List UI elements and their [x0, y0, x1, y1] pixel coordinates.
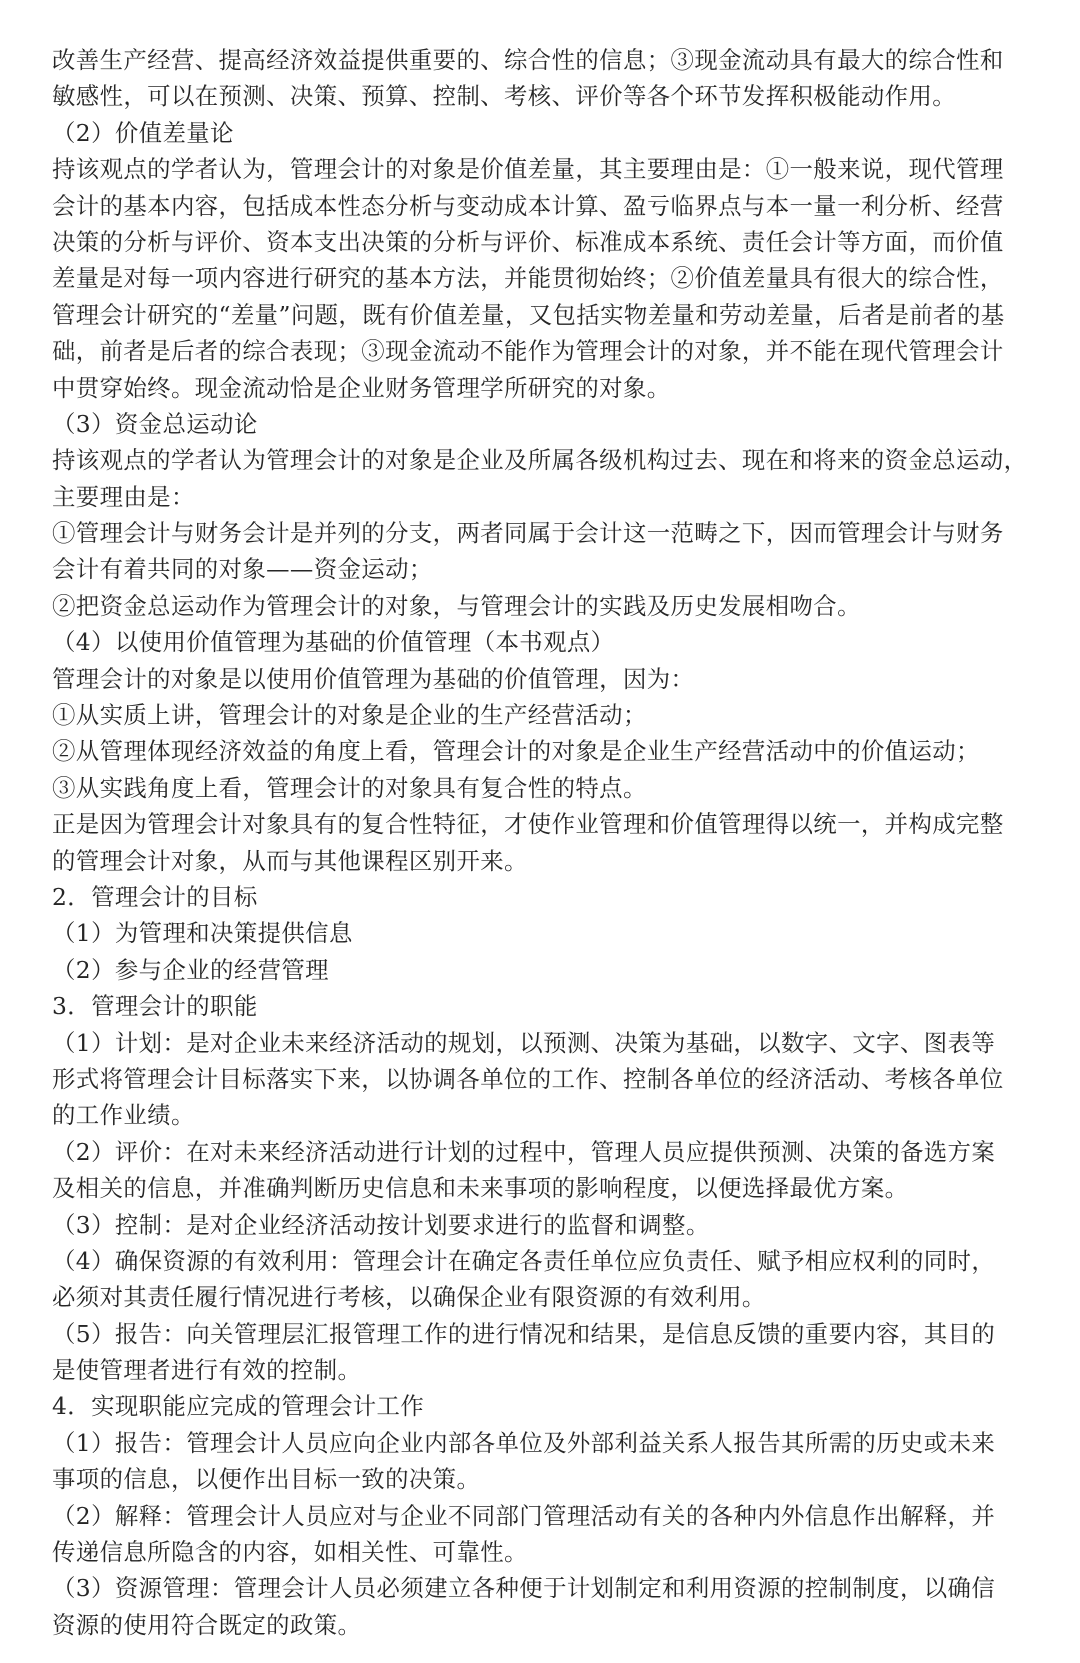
text-line: 础，前者是后者的综合表现；③现金流动不能作为管理会计的对象，并不能在现代管理会计: [52, 337, 1004, 366]
list-item: （2）评价：在对未来经济活动进行计划的过程中，管理人员应提供预测、决策的备选方案: [52, 1137, 996, 1166]
section-heading: （3）资金总运动论: [52, 409, 258, 438]
text-line: 是使管理者进行有效的控制。: [52, 1356, 362, 1385]
text-line: 正是因为管理会计对象具有的复合性特征，才使作业管理和价值管理得以统一，并构成完整: [52, 810, 1004, 839]
text-body: [52, 42, 1028, 1643]
text-line: 改善生产经营、提高经济效益提供重要的、综合性的信息；③现金流动具有最大的综合性和: [52, 46, 1004, 74]
section-heading: 4．实现职能应完成的管理会计工作: [52, 1392, 425, 1421]
text-line: ①从实质上讲，管理会计的对象是企业的生产经营活动；: [52, 701, 647, 730]
text-line: 形式将管理会计目标落实下来，以协调各单位的工作、控制各单位的经济活动、考核各单位: [52, 1064, 1004, 1093]
text-line: 资源的使用符合既定的政策。: [52, 1610, 362, 1639]
section-heading: 2．管理会计的目标: [52, 882, 258, 911]
text-line: 管理会计的对象是以使用价值管理为基础的价值管理，因为：: [52, 664, 695, 693]
section-heading: 3．管理会计的职能: [52, 992, 258, 1021]
text-line: 会计的基本内容，包括成本性态分析与变动成本计算、盈亏临界点与本一量一利分析、经营: [52, 191, 1004, 220]
text-line: ③从实践角度上看，管理会计的对象具有复合性的特点。: [52, 773, 647, 802]
list-item: （3）资源管理：管理会计人员必须建立各种便于计划制定和利用资源的控制制度，以确信: [52, 1574, 996, 1603]
text-line: 管理会计研究的“差量”问题，既有价值差量，又包括实物差量和劳动差量，后者是前者的基: [52, 300, 1005, 329]
list-item: （1）计划：是对企业未来经济活动的规划，以预测、决策为基础，以数字、文字、图表等: [52, 1028, 996, 1057]
text-line: 的工作业绩。: [52, 1101, 195, 1130]
section-heading: （4）以使用价值管理为基础的价值管理（本书观点）: [52, 628, 615, 657]
section-heading: （2）价值差量论: [52, 118, 234, 147]
list-item: （1）报告：管理会计人员应向企业内部各单位及外部利益关系人报告其所需的历史或未来: [52, 1428, 996, 1457]
text-line: 会计有着共同的对象——资金运动；: [52, 555, 433, 584]
list-item: （1）为管理和决策提供信息: [52, 919, 353, 948]
text-line: 决策的分析与评价、资本支出决策的分析与评价、标准成本系统、责任会计等方面，而价值: [52, 227, 1004, 256]
list-item: （4）确保资源的有效利用：管理会计在确定各责任单位应负责任、赋予相应权利的同时，: [52, 1246, 996, 1275]
text-line: ②把资金总运动作为管理会计的对象，与管理会计的实践及历史发展相吻合。: [52, 591, 861, 620]
text-line: 敏感性，可以在预测、决策、预算、控制、考核、评价等各个环节发挥积极能动作用。: [52, 82, 957, 111]
list-item: （2）参与企业的经营管理: [52, 955, 329, 984]
text-line: ①管理会计与财务会计是并列的分支，两者同属于会计这一范畴之下，因而管理会计与财务: [52, 519, 1004, 548]
text-line: 中贯穿始终。现金流动恰是企业财务管理学所研究的对象。: [52, 373, 671, 402]
text-line: 持该观点的学者认为管理会计的对象是企业及所属各级机构过去、现在和将来的资金总运动，: [52, 446, 1028, 475]
text-line: 的管理会计对象，从而与其他课程区别开来。: [52, 846, 528, 875]
text-line: 事项的信息，以便作出目标一致的决策。: [52, 1465, 481, 1494]
text-line: 及相关的信息，并准确判断历史信息和未来事项的影响程度，以便选择最优方案。: [52, 1174, 909, 1203]
list-item: （2）解释：管理会计人员应对与企业不同部门管理活动有关的各种内外信息作出解释，并: [52, 1501, 996, 1530]
text-line: ②从管理体现经济效益的角度上看，管理会计的对象是企业生产经营活动中的价值运动；: [52, 737, 980, 766]
text-line: 传递信息所隐含的内容，如相关性、可靠性。: [52, 1538, 528, 1567]
text-line: 必须对其责任履行情况进行考核，以确保企业有限资源的有效利用。: [52, 1283, 766, 1312]
text-line: 主要理由是：: [52, 482, 195, 511]
list-item: （5）报告：向关管理层汇报管理工作的进行情况和结果，是信息反馈的重要内容，其目的: [52, 1319, 996, 1348]
text-line: 差量是对每一项内容进行研究的基本方法，并能贯彻始终；②价值差量具有很大的综合性，: [52, 264, 1004, 293]
text-line: 持该观点的学者认为，管理会计的对象是价值差量，其主要理由是：①一般来说，现代管理: [52, 155, 1004, 184]
list-item: （3）控制：是对企业经济活动按计划要求进行的监督和调整。: [52, 1210, 710, 1239]
